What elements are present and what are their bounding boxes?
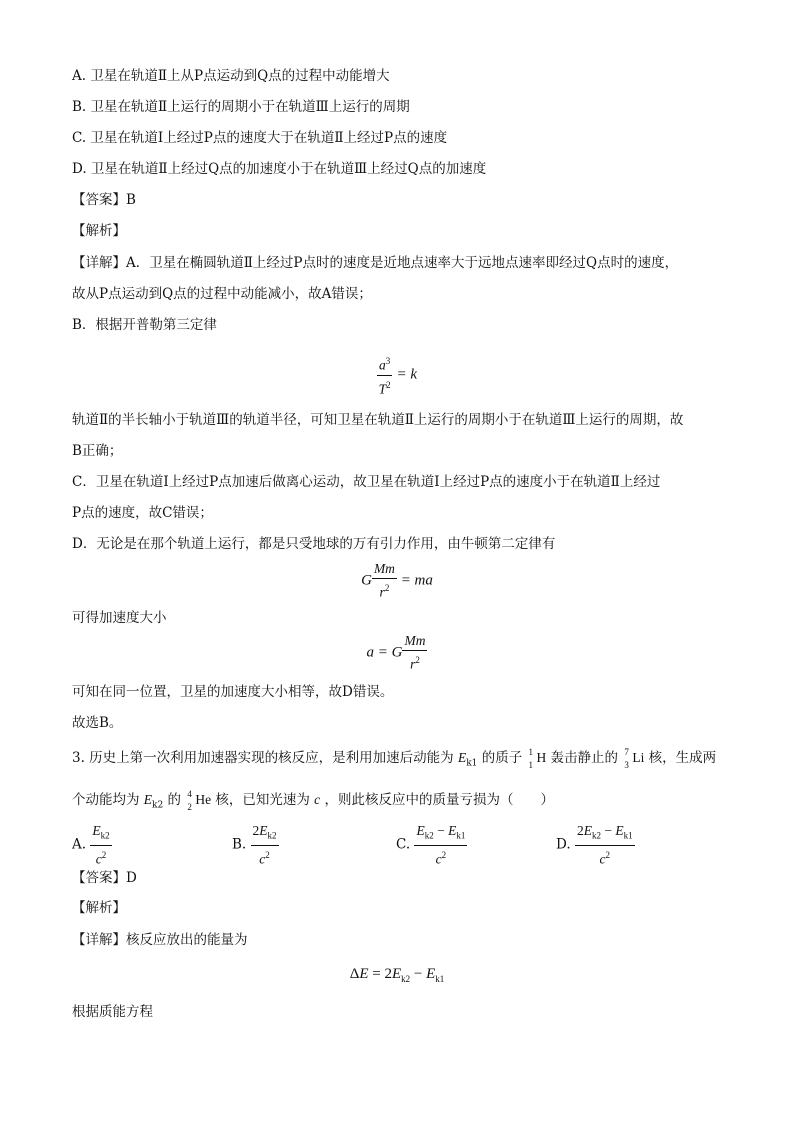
- q2-detail-line-2: 故从P点运动到Q点的过程中动能减小，故A错误；: [72, 286, 372, 302]
- q2-detail-b3: B正确；: [72, 443, 123, 459]
- q2-detail-b: B．根据开普勒第三定律: [72, 317, 217, 333]
- q3-option-d: D. $\frac{2E_{k2} - E_{k1}}{c^2}$: [556, 823, 633, 867]
- q2-detail-c1: C．卫星在轨道Ⅰ上经过P点加速后做离心运动，故卫星在轨道Ⅰ上经过P点的速度小于在轨道Ⅱ上经过: [72, 474, 661, 490]
- energy-formula: $\Delta E = 2E_{k2} - E_{k1}$: [349, 966, 445, 984]
- q2-option-c: C. 卫星在轨道Ⅰ上经过P点的速度大于在轨道Ⅱ上经过P点的速度: [72, 130, 448, 146]
- acceleration-formula: a = G $\frac{Mm}{r^2}$: [366, 633, 426, 672]
- q3-analysis-heading: 【解析】: [72, 900, 126, 916]
- q2-detail-c2: P点的速度，故C错误；: [72, 505, 213, 521]
- q2-option-d: D. 卫星在轨道Ⅱ上经过Q点的加速度小于在轨道Ⅲ上经过Q点的加速度: [72, 161, 487, 177]
- q2-answer: 【答案】B: [72, 192, 136, 208]
- q2-conclusion: 故选B。: [72, 715, 123, 731]
- q2-detail-d3: 可知在同一位置，卫星的加速度大小相等，故D错误。: [72, 684, 394, 700]
- q2-option-b: B. 卫星在轨道Ⅱ上运行的周期小于在轨道Ⅲ上运行的周期: [72, 99, 410, 115]
- q2-detail-line-1: 【详解】A．卫星在椭圆轨道Ⅱ上经过P点时的速度是近地点速率大于远地点速率即经过Q点时的速度，: [72, 255, 679, 271]
- q3-detail-line-1: 【详解】核反应放出的能量为: [72, 932, 248, 948]
- q3-stem-line-1: 3. 历史上第一次利用加速器实现的核反应，是利用加速后动能为 $E_{k1}$ 的质子 1 1 H 轰击静止的 7 3 Li 核，生成两: [72, 747, 717, 770]
- q2-detail-b2: 轨道Ⅱ的半长轴小于轨道Ⅲ的轨道半径，可知卫星在轨道Ⅱ上运行的周期小于在轨道Ⅲ上运行的周期，故: [72, 412, 684, 428]
- q3-option-b: B. $\frac{2E_{k2}}{c^2}$: [232, 823, 277, 867]
- q3-answer: 【答案】D: [72, 870, 137, 886]
- q2-option-a: A. 卫星在轨道Ⅱ上从P点运动到Q点的过程中动能增大: [72, 68, 390, 84]
- q2-analysis-heading: 【解析】: [72, 223, 126, 239]
- q3-option-a: A. $\frac{E_{k2}}{c^2}$: [72, 823, 110, 867]
- q3-option-c: C. $\frac{E_{k2} - E_{k1}}{c^2}$: [396, 823, 466, 867]
- q2-detail-d1: D．无论是在那个轨道上运行，都是只受地球的万有引力作用，由牛顿第二定律有: [72, 536, 556, 552]
- q2-detail-d2: 可得加速度大小: [72, 610, 167, 626]
- q3-stem-line-2: 个动能均为 $E_{k2}$ 的 4 2 He 核，已知光速为 c ，则此核反应中的质量亏损为（ ）: [72, 789, 554, 812]
- newton-formula: G $\frac{Mm}{r^2}$ = ma: [361, 561, 433, 600]
- kepler-formula: $\frac{a^3}{T^2}$ = k: [0, 352, 794, 398]
- q3-detail-line-2: 根据质能方程: [72, 1004, 153, 1020]
